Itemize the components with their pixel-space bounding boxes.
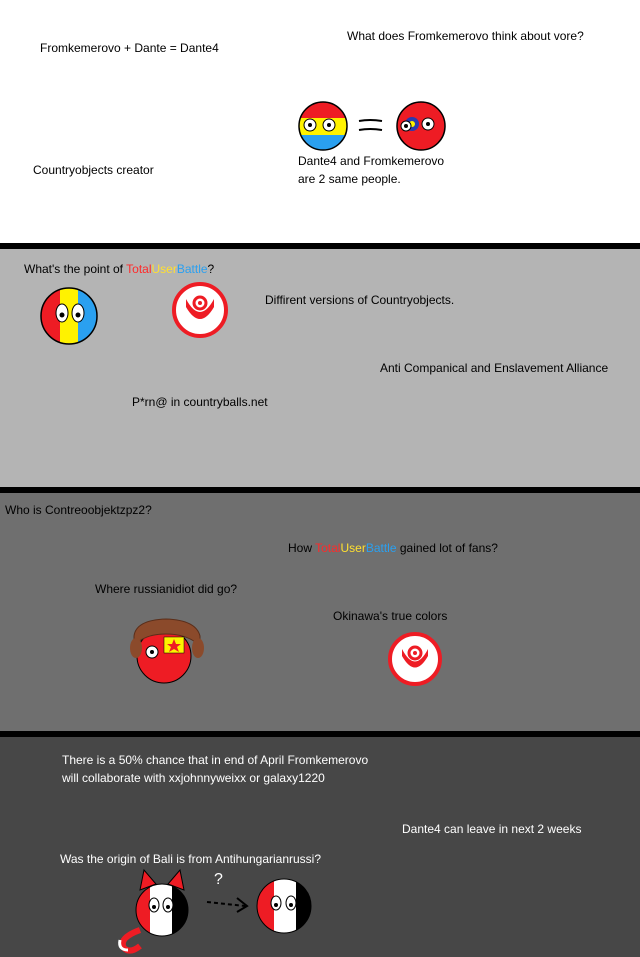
bali-ball (254, 876, 318, 938)
who-question: Who is Contreoobjektzpz2? (5, 503, 152, 517)
russianidiot-question: Where russianidiot did go? (95, 582, 238, 596)
fans-prefix: How (288, 541, 316, 555)
alliance-text: Anti Companical and Enslavement Alliance (380, 361, 609, 375)
creator-text: Countryobjects creator (33, 163, 154, 177)
panel-3 (0, 493, 640, 731)
tub-battle: Battle (176, 262, 208, 276)
vore-question: What does Fromkemerovo think about vore? (347, 29, 584, 43)
okinawa-ball (386, 632, 448, 688)
point-suffix: ? (207, 262, 215, 276)
same-people-line2: are 2 same people. (298, 172, 401, 186)
ball-with-ushanka (126, 614, 214, 686)
fans-question (288, 540, 498, 556)
formula-text: Fromkemerovo + Dante = Dante4 (40, 41, 219, 55)
tricolor-ball-with-emblem (296, 100, 356, 152)
equals-sign (358, 118, 384, 134)
question-mark: ? (214, 871, 223, 888)
point-prefix: What's the point of (24, 262, 127, 276)
tub-battle: Battle (365, 541, 397, 555)
arrow-icon (205, 892, 251, 914)
prn-text: P*rn@ in countryballs.net (132, 395, 268, 409)
bali-question: Was the origin of Bali is from Antihungarianrussi? (60, 852, 322, 866)
red-ball-with-emblem (394, 100, 454, 152)
leave-text: Dante4 can leave in next 2 weeks (402, 822, 582, 836)
fans-suffix: gained lot of fans? (396, 541, 498, 555)
versions-text: Diffirent versions of Countryobjects. (265, 293, 455, 307)
chance-line1: There is a 50% chance that in end of April Fromkemerovo (62, 753, 369, 767)
cat-ball (110, 868, 206, 954)
vertical-tricolor-ball (38, 286, 104, 348)
tub-user: User (151, 262, 177, 276)
tub-total: Total (126, 262, 152, 276)
okinawa-text: Okinawa's true colors (333, 609, 448, 623)
tub-total: Total (315, 541, 341, 555)
same-people-line1: Dante4 and Fromkemerovo (298, 154, 445, 168)
chance-line2: will collaborate with xxjohnnyweixx or galaxy1220 (62, 771, 325, 785)
tub-user: User (340, 541, 366, 555)
tub-emblem-ball (170, 281, 236, 341)
point-question (24, 261, 214, 277)
